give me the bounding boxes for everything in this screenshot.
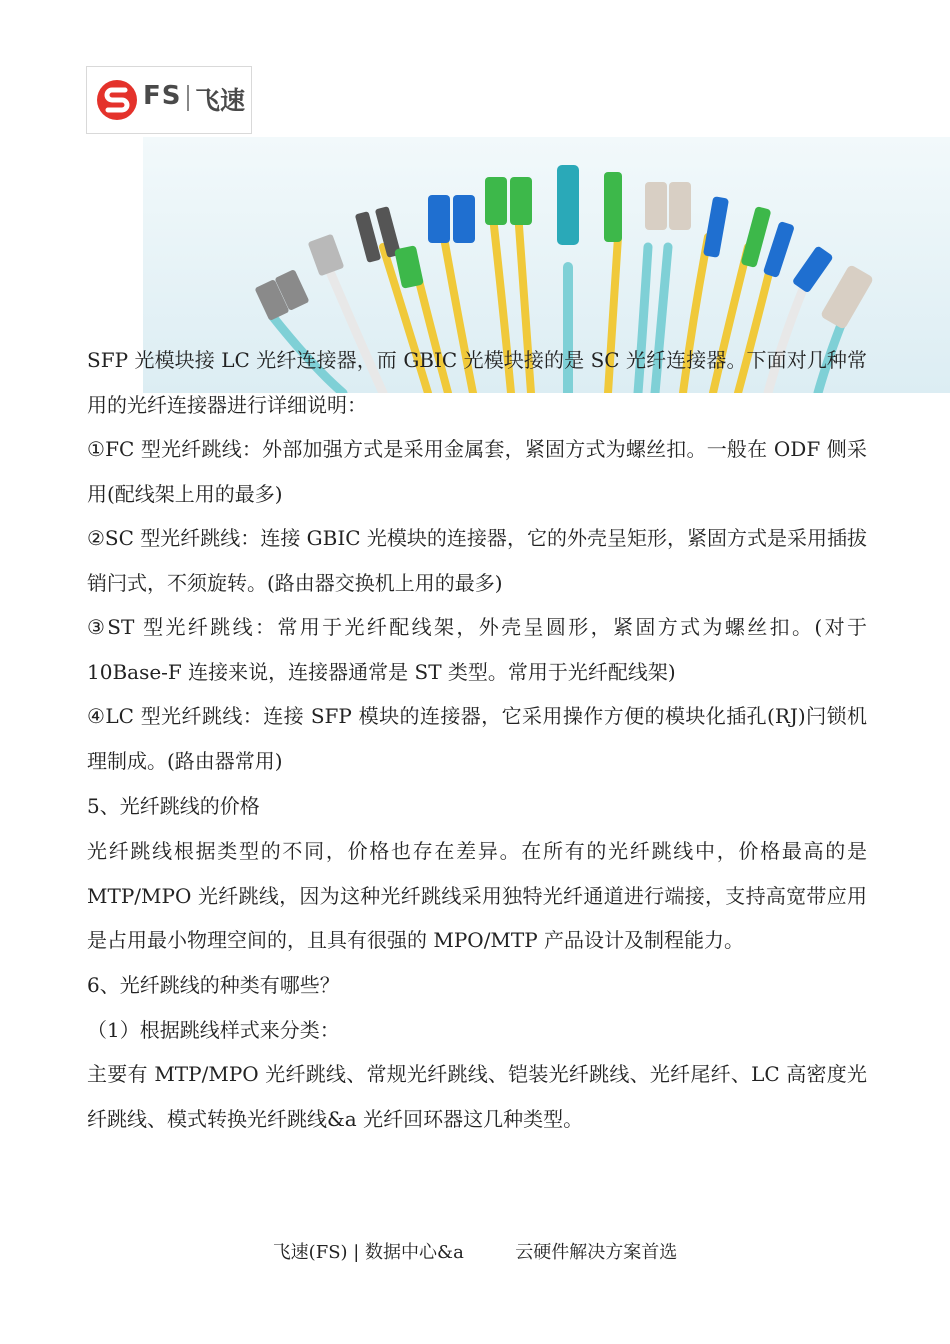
fs-swirl-icon bbox=[95, 79, 139, 121]
logo-divider bbox=[187, 85, 189, 111]
paragraph-types-list: 主要有 MTP/MPO 光纤跳线、常规光纤跳线、铠装光纤跳线、光纤尾纤、LC 高密度光纤跳线、模式转换光纤跳线&a 光纤回环器这几种类型。 bbox=[87, 1062, 867, 1131]
logo-chinese-text: 飞速 bbox=[195, 86, 246, 115]
paragraph-fc-type: ①FC 型光纤跳线：外部加强方式是采用金属套，紧固方式为螺丝扣。一般在 ODF 侧采用(配线架上用的最多) bbox=[87, 437, 867, 506]
paragraph-st-type: ③ST 型光纤跳线：常用于光纤配线架，外壳呈圆形，紧固方式为螺丝扣。(对于 10Base-F 连接来说，连接器通常是 ST 类型。常用于光纤配线架) bbox=[87, 615, 867, 684]
subheading-by-style: （1）根据跳线样式来分类： bbox=[87, 1018, 340, 1042]
paragraph-price: 光纤跳线根据类型的不同，价格也存在差异。在所有的光纤跳线中，价格最高的是 MTP/MPO 光纤跳线，因为这种光纤跳线采用独特光纤通道进行端接，支持高宽带应用是占用最小物理空间的，且具有很强的 MPO/MTP 产品设计及制程能力。 bbox=[87, 839, 867, 953]
paragraph-lc-type: ④LC 型光纤跳线：连接 SFP 模块的连接器，它采用操作方便的模块化插孔(RJ)闩锁机理制成。(路由器常用) bbox=[87, 704, 867, 773]
section-heading-types: 6、光纤跳线的种类有哪些？ bbox=[87, 973, 340, 997]
company-logo bbox=[86, 66, 252, 134]
section-heading-price: 5、光纤跳线的价格 bbox=[87, 794, 260, 818]
paragraph-connector-intro: SFP 光模块接 LC 光纤连接器，而 GBIC 光模块接的是 SC 光纤连接器。下面对几种常用的光纤连接器进行详细说明： bbox=[87, 348, 867, 417]
paragraph-sc-type: ②SC 型光纤跳线：连接 GBIC 光模块的连接器，它的外壳呈矩形，紧固方式是采用插拔销闩式，不须旋转。(路由器交换机上用的最多) bbox=[87, 526, 867, 595]
logo-text: FS bbox=[143, 81, 182, 111]
page-footer: 飞速(FS) | 数据中心&a 云硬件解决方案首选 bbox=[272, 1242, 678, 1263]
